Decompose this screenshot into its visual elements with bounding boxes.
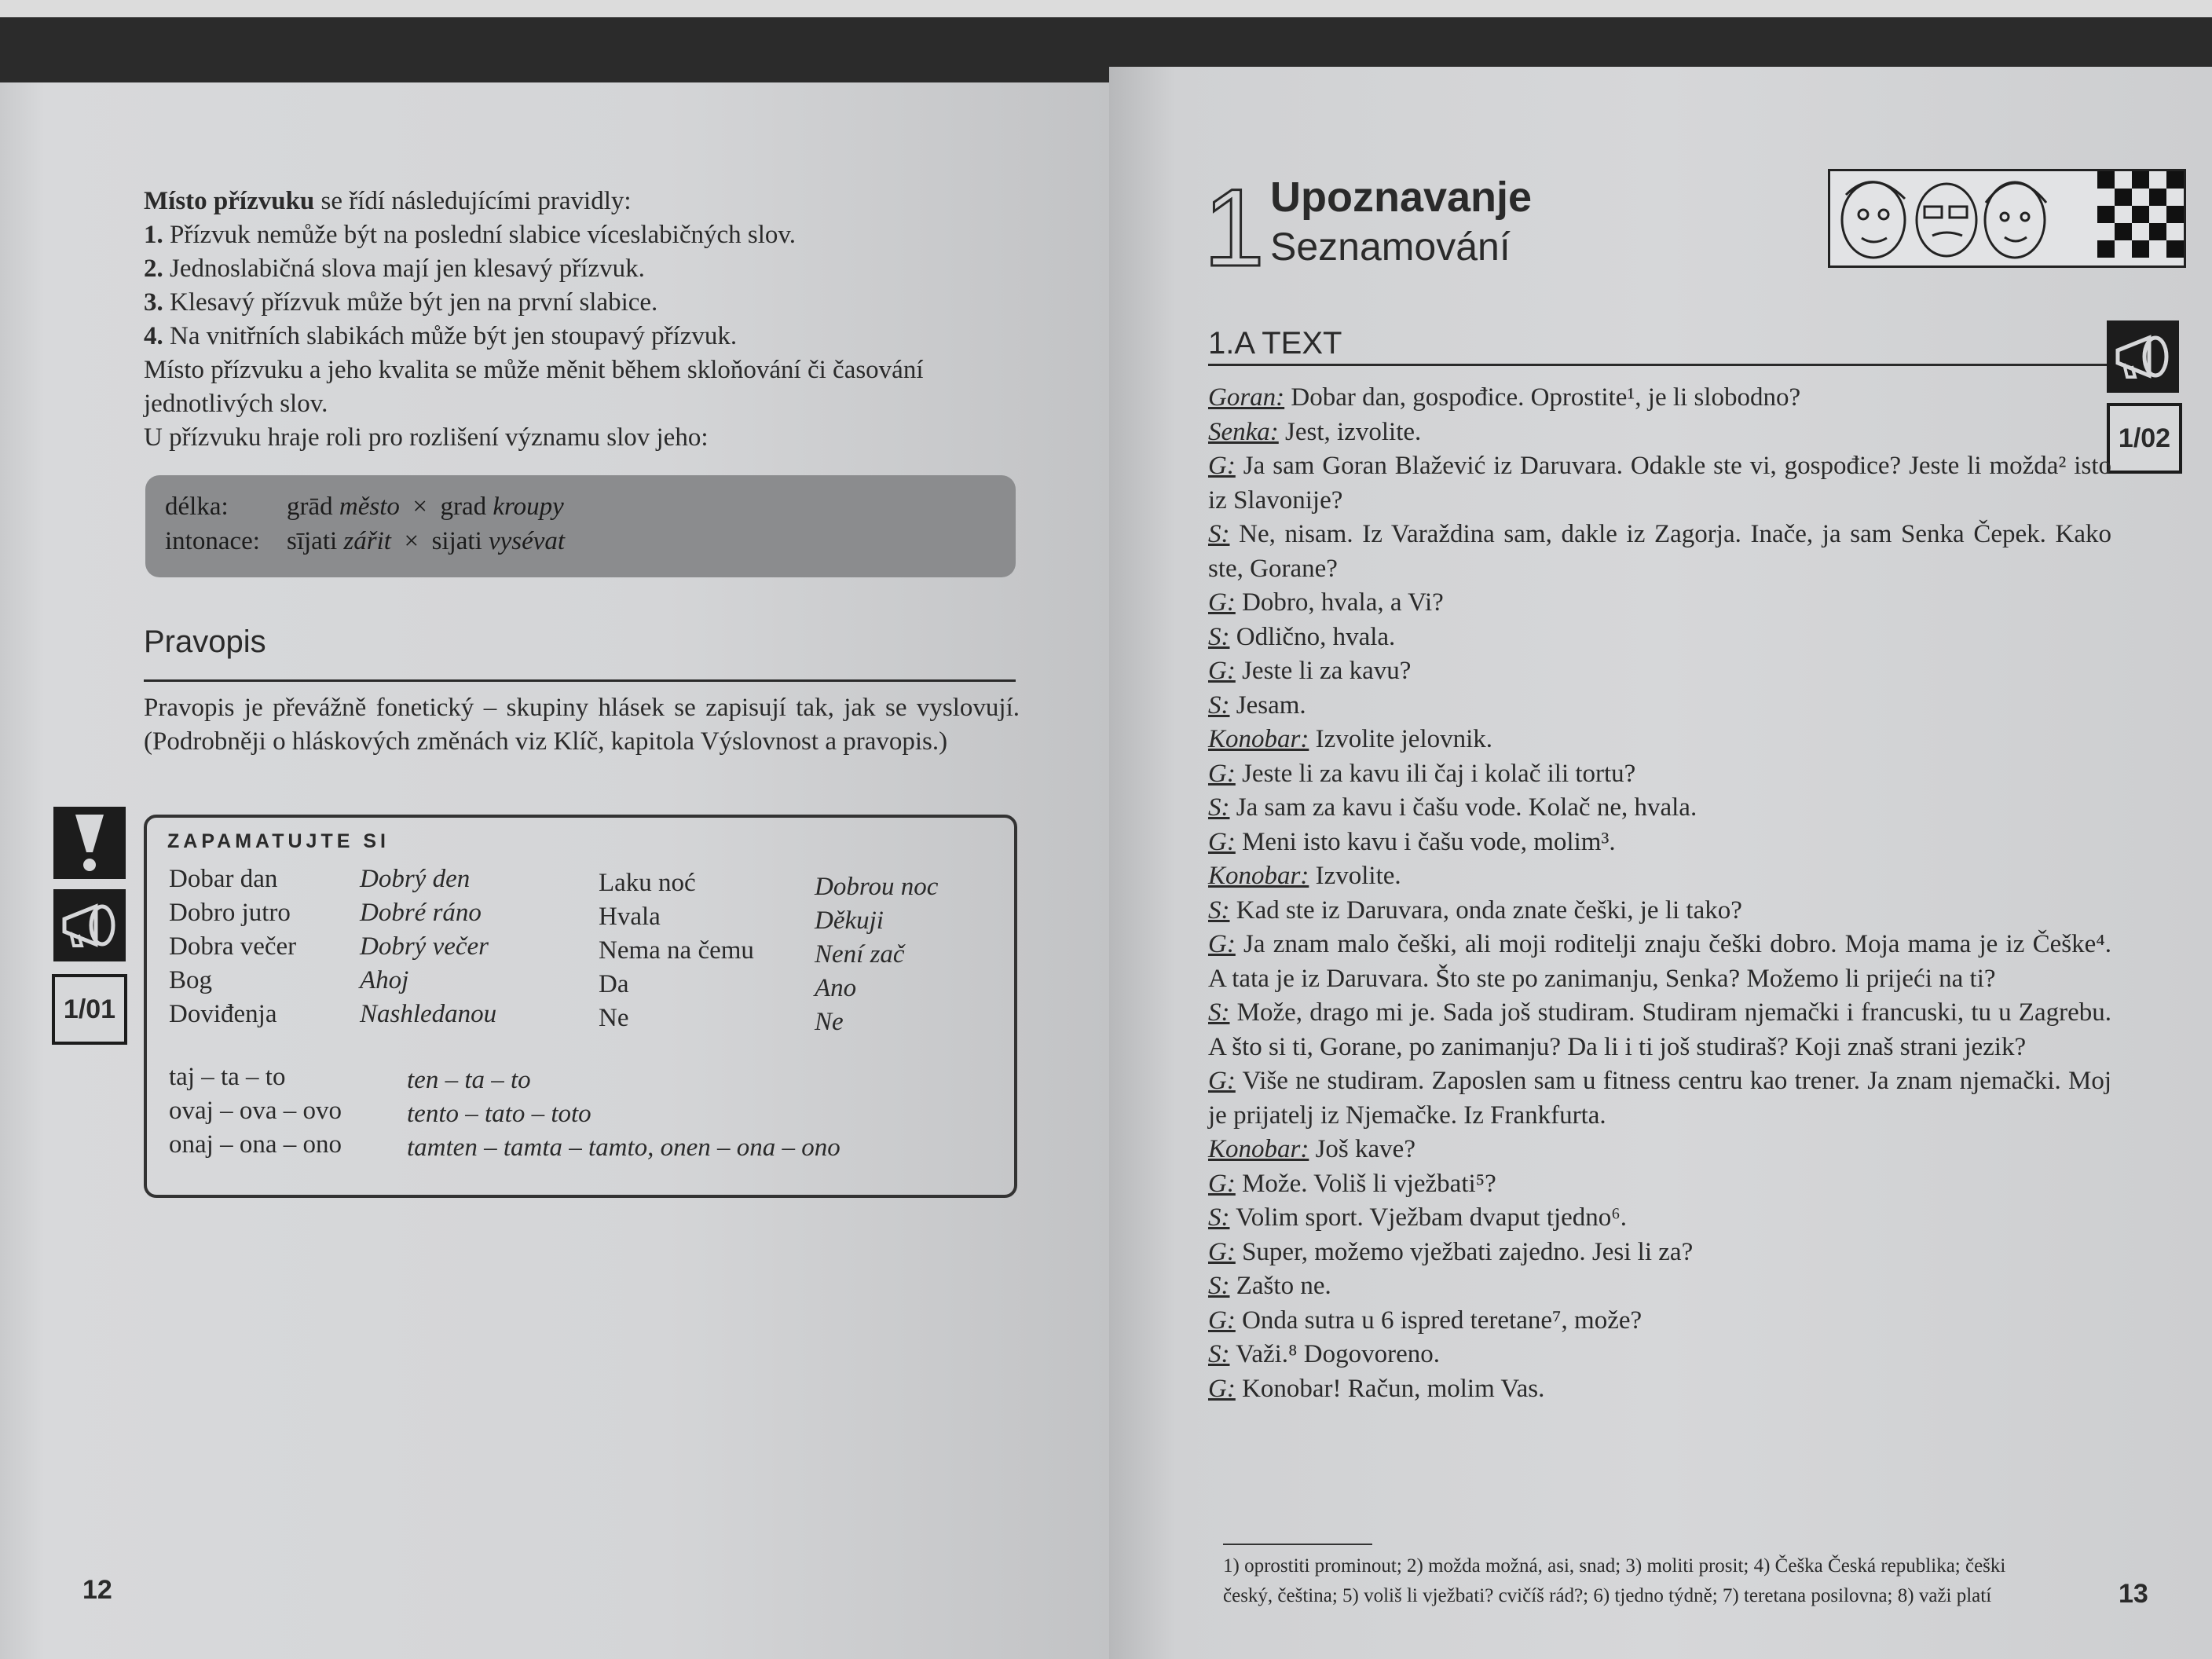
audio-track-label[interactable]: 1/01 xyxy=(52,974,127,1045)
dialogue-line: Konobar: Još kave? xyxy=(1208,1135,1415,1163)
page-number: 12 xyxy=(82,1575,112,1605)
chapter-illustration xyxy=(1828,169,2186,268)
top-edge xyxy=(0,0,2212,17)
greeting-cz: Dobré ráno xyxy=(360,899,482,927)
dialogue-line: S: Zašto ne. xyxy=(1208,1272,1331,1300)
dialogue-line: G: Super, možemo vježbati zajedno. Jesi li za? xyxy=(1208,1237,1694,1266)
remember-title: ZAPAMATUJTE SI xyxy=(167,830,390,852)
rules-intro-bold: Místo přízvuku xyxy=(144,187,315,215)
chapter-title: Upoznavanje xyxy=(1270,174,1533,221)
pronoun-cz: ten – ta – to xyxy=(407,1066,531,1094)
dialogue-line: Goran: Dobar dan, gospođice. Oprostite¹, je li slobodno? xyxy=(1208,383,1801,412)
greeting-hr: Bog xyxy=(169,966,213,994)
exclamation-icon xyxy=(53,807,126,879)
rules-note: Místo přízvuku a jeho kvalita se může měnit během skloňování či časování jednotlivých slov. xyxy=(144,356,924,418)
dialogue-line: S: Može, drago mi je. Sada još studiram. Studiram njemački i francuski, tu u Zagrebu. A što si ti, Gorane, po zanimanju? Da li i ti još studiraš? Koji znaš strani jezik? xyxy=(1208,998,2111,1061)
greeting-cz: Není zač xyxy=(815,940,905,969)
dialogue-line: S: Ja sam za kavu i čašu vode. Kolač ne, hvala. xyxy=(1208,793,1697,822)
dialogue-line: G: Konobar! Račun, molim Vas. xyxy=(1208,1374,1545,1403)
dialogue-line: S: Važi.⁸ Dogovoreno. xyxy=(1208,1340,1441,1368)
megaphone-icon xyxy=(53,889,126,961)
dialogue-line: G: Više ne studiram. Zaposlen sam u fitness centru kao trener. Ja znam njemački. Moj je prijatelj iz Njemačke. Iz Frankfurta. xyxy=(1208,1067,2111,1130)
greeting-cz: Děkuji xyxy=(815,906,884,935)
chapter-subtitle: Seznamování xyxy=(1270,225,1511,269)
example-row-intonation: intonace: sījati zářit × sijati vysévat xyxy=(165,527,566,555)
greeting-hr: Ne xyxy=(599,1004,629,1032)
pronoun-hr: taj – ta – to xyxy=(169,1063,286,1091)
dialogue-line: Senka: Jest, izvolite. xyxy=(1208,417,1422,446)
section-rule xyxy=(1208,364,2111,366)
greeting-hr: Dobar dan xyxy=(169,865,278,893)
example-row-length: délka: grād město × grad kroupy xyxy=(165,493,564,521)
dialogue-line: S: Volim sport. Vježbam dvaput tjedno⁶. xyxy=(1208,1203,1628,1232)
greeting-hr: Hvala xyxy=(599,903,661,931)
dialogue-line: G: Ja znam malo češki, ali moji roditelji znaju češki dobro. Moja mama je iz Češke⁴. A tata je iz Daruvara. Što ste po zanimanju, Senka? Možemo li prijeći na ti? xyxy=(1208,930,2111,993)
dialogue-line: G: Meni isto kavu i čašu vode, molim³. xyxy=(1208,827,1616,856)
greeting-cz: Ahoj xyxy=(360,966,409,994)
dialogue-line: S: Jesam. xyxy=(1208,690,1306,720)
section-rule xyxy=(144,679,1016,682)
greeting-hr: Nema na čemu xyxy=(599,936,754,965)
dialogue-line: G: Može. Voliš li vježbati⁵? xyxy=(1208,1169,1496,1198)
rule-1: 1. Přízvuk nemůže být na poslední slabice víceslabičných slov. xyxy=(144,221,796,249)
dialogue-text xyxy=(1208,381,2111,1406)
rule-4: 4. Na vnitřních slabikách může být jen stoupavý přízvuk. xyxy=(144,322,738,350)
section-title-pravopis: Pravopis xyxy=(144,624,266,659)
dialogue-line: Konobar: Izvolite. xyxy=(1208,862,1401,890)
greeting-hr: Da xyxy=(599,970,629,998)
pronoun-hr: onaj – ona – ono xyxy=(169,1130,342,1159)
greeting-cz: Ne xyxy=(815,1008,844,1036)
greeting-cz: Dobrý den xyxy=(360,865,471,893)
rules-note-2: U přízvuku hraje roli pro rozlišení významu slov jeho: xyxy=(144,423,709,452)
dialogue-line: S: Ne, nisam. Iz Varaždina sam, dakle iz Zagorja. Inače, ja sam Senka Čepek. Kako ste, Gorane? xyxy=(1208,520,2111,583)
dialogue-line: S: Kad ste iz Daruvara, onda znate češki, je li tako? xyxy=(1208,895,1742,925)
pronoun-cz: tento – tato – toto xyxy=(407,1100,591,1128)
accent-rules xyxy=(144,185,1031,455)
dialogue-line: S: Odlično, hvala. xyxy=(1208,622,1396,651)
greeting-cz: Dobrou noc xyxy=(815,873,939,901)
right-page xyxy=(1109,67,2212,1659)
greeting-hr: Dobro jutro xyxy=(169,899,291,927)
footnote-rule xyxy=(1223,1544,1372,1545)
dialogue-line: G: Onda sutra u 6 ispred teretane⁷, može? xyxy=(1208,1306,1643,1335)
dialogue-line: G: Dobro, hvala, a Vi? xyxy=(1208,588,1444,617)
greeting-hr: Doviđenja xyxy=(169,1000,277,1028)
rule-3: 3. Klesavý přízvuk může být jen na první slabice. xyxy=(144,288,658,317)
greeting-cz: Dobrý večer xyxy=(360,932,489,961)
pronoun-hr: ovaj – ova – ovo xyxy=(169,1097,342,1125)
dialogue-line: G: Jeste li za kavu ili čaj i kolač ili tortu? xyxy=(1208,759,1636,788)
rule-2: 2. Jednoslabičná slova mají jen klesavý přízvuk. xyxy=(144,255,645,283)
dialogue-line: Konobar: Izvolite jelovnik. xyxy=(1208,725,1493,753)
greeting-cz: Ano xyxy=(815,974,857,1002)
audio-track-label[interactable]: 1/02 xyxy=(2107,403,2182,474)
greeting-hr: Dobra večer xyxy=(169,932,297,961)
section-title-text: 1.A TEXT xyxy=(1208,326,1342,361)
pronoun-cz: tamten – tamta – tamto, onen – ona – ono xyxy=(407,1133,840,1162)
left-page xyxy=(0,82,1109,1659)
greeting-hr: Laku noć xyxy=(599,869,696,897)
dialogue-line: G: Ja sam Goran Blažević iz Daruvara. Odakle ste vi, gospođice? Jeste li možda² isto iz Slavonije? xyxy=(1208,452,2111,515)
page-number: 13 xyxy=(2119,1579,2148,1609)
megaphone-icon xyxy=(2107,320,2179,393)
rules-intro: se řídí následujícími pravidly: xyxy=(314,187,632,215)
dialogue-line: G: Jeste li za kavu? xyxy=(1208,657,1412,685)
footnotes: 1) oprostiti prominout; 2) možda možná, asi, snad; 3) moliti prosit; 4) Češka Česká republika; češki český, čeština; 5) voliš li vježbati? cvičíš rád?; 6) tjedno týdně; 7) teretana posilovna; 8) važi platí xyxy=(1223,1555,2006,1606)
greeting-cz: Nashledanou xyxy=(360,1000,497,1028)
accent-example-box xyxy=(145,475,1016,577)
pravopis-text: Pravopis je převážně fonetický – skupiny hlásek se zapisují tak, jak se vyslovují. (Podrobněji o hláskových změnách viz Klíč, kapitola Výslovnost a pravopis.) xyxy=(144,694,1020,756)
chapter-number: 1 xyxy=(1203,166,1265,289)
